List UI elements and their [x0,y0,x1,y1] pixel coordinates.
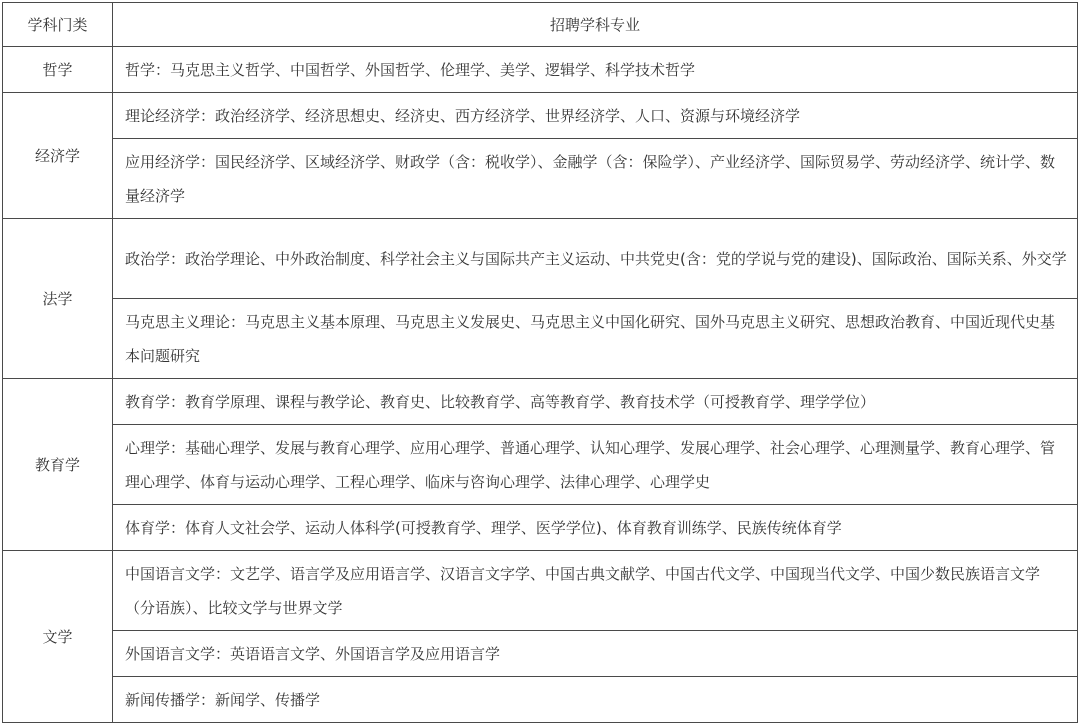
specialty-cell: 哲学：马克思主义哲学、中国哲学、外国哲学、伦理学、美学、逻辑学、科学技术哲学 [113,47,1078,93]
table-row [3,425,1078,505]
category-cell-literature: 文学 [3,551,113,723]
table-row [3,219,1078,299]
table-row [3,299,1078,379]
discipline-specialty-table [2,2,1078,723]
table-row [3,505,1078,551]
category-cell-law: 法学 [3,219,113,379]
table-row [3,139,1078,219]
table-row [3,631,1078,677]
category-cell-economics: 经济学 [3,93,113,219]
specialty-cell: 政治学：政治学理论、中外政治制度、科学社会主义与国际共产主义运动、中共党史(含：党的学说与党的建设)、国际政治、国际关系、外交学 [113,219,1078,299]
specialty-cell: 新闻传播学：新闻学、传播学 [113,677,1078,723]
table-header-row [3,3,1078,47]
specialty-cell: 教育学：教育学原理、课程与教学论、教育史、比较教育学、高等教育学、教育技术学（可授教育学、理学学位） [113,379,1078,425]
table-row [3,551,1078,631]
header-category: 学科门类 [3,3,113,47]
header-specialty: 招聘学科专业 [113,3,1078,47]
category-cell-philosophy: 哲学 [3,47,113,93]
specialty-cell: 理论经济学：政治经济学、经济思想史、经济史、西方经济学、世界经济学、人口、资源与环境经济学 [113,93,1078,139]
table-row [3,677,1078,723]
table-row [3,379,1078,425]
table-row [3,47,1078,93]
table-row [3,93,1078,139]
specialty-cell: 体育学：体育人文社会学、运动人体科学(可授教育学、理学、医学学位)、体育教育训练学、民族传统体育学 [113,505,1078,551]
category-cell-education: 教育学 [3,379,113,551]
specialty-cell: 心理学：基础心理学、发展与教育心理学、应用心理学、普通心理学、认知心理学、发展心理学、社会心理学、心理测量学、教育心理学、管理心理学、体育与运动心理学、工程心理学、临床与咨询心理学、法律心理学、心理学史 [113,425,1078,505]
specialty-cell: 中国语言文学：文艺学、语言学及应用语言学、汉语言文字学、中国古典文献学、中国古代文学、中国现当代文学、中国少数民族语言文学（分语族）、比较文学与世界文学 [113,551,1078,631]
specialty-cell: 应用经济学：国民经济学、区域经济学、财政学（含：税收学）、金融学（含：保险学）、产业经济学、国际贸易学、劳动经济学、统计学、数量经济学 [113,139,1078,219]
specialty-cell: 外国语言文学：英语语言文学、外国语言学及应用语言学 [113,631,1078,677]
specialty-cell: 马克思主义理论：马克思主义基本原理、马克思主义发展史、马克思主义中国化研究、国外马克思主义研究、思想政治教育、中国近现代史基本问题研究 [113,299,1078,379]
